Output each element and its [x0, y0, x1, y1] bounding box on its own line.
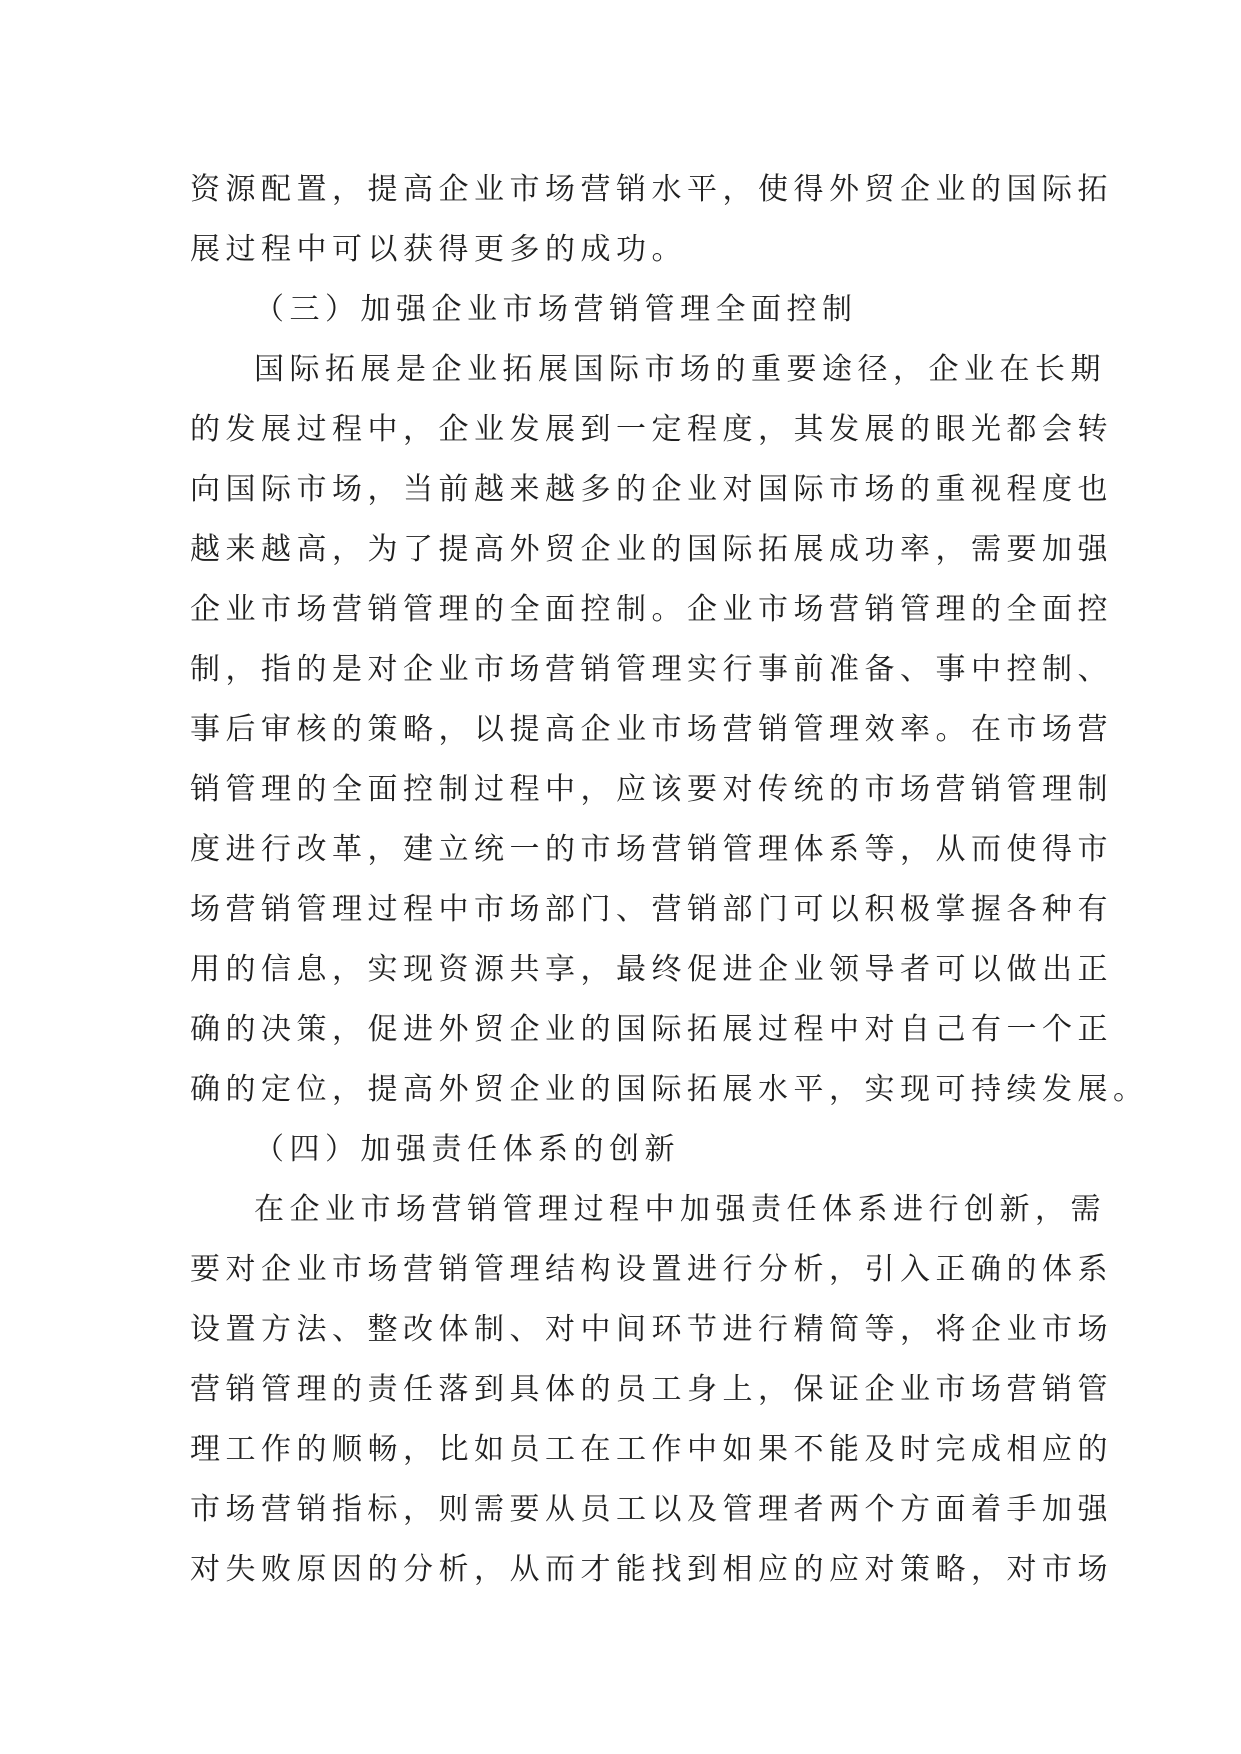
- paragraph-line: 向国际市场，当前越来越多的企业对国际市场的重视程度也: [190, 472, 1113, 507]
- paragraph-line: 越来越高，为了提高外贸企业的国际拓展成功率，需要加强: [190, 532, 1113, 567]
- paragraph-line: 展过程中可以获得更多的成功。: [190, 232, 687, 267]
- paragraph-line: 度进行改革，建立统一的市场营销管理体系等，从而使得市: [190, 832, 1113, 867]
- paragraph-line: 事后审核的策略，以提高企业市场营销管理效率。在市场营: [190, 712, 1113, 747]
- paragraph-line: 国际拓展是企业拓展国际市场的重要途径，企业在长期: [254, 352, 1106, 387]
- paragraph-line: 理工作的顺畅，比如员工在工作中如果不能及时完成相应的: [190, 1432, 1113, 1467]
- paragraph-line: 要对企业市场营销管理结构设置进行分析，引入正确的体系: [190, 1252, 1113, 1287]
- paragraph-line: 在企业市场营销管理过程中加强责任体系进行创新，需: [254, 1192, 1106, 1227]
- document-body: [190, 160, 1149, 1600]
- paragraph-line: 资源配置，提高企业市场营销水平，使得外贸企业的国际拓: [190, 172, 1113, 207]
- paragraph-line: 的发展过程中，企业发展到一定程度，其发展的眼光都会转: [190, 412, 1113, 447]
- section-heading: （三）加强企业市场营销管理全面控制: [254, 292, 858, 327]
- paragraph-line: 营销管理的责任落到具体的员工身上，保证企业市场营销管: [190, 1372, 1113, 1407]
- paragraph-line: 场营销管理过程中市场部门、营销部门可以积极掌握各种有: [190, 892, 1113, 927]
- paragraph-line: 确的定位，提高外贸企业的国际拓展水平，实现可持续发展。: [190, 1072, 1149, 1107]
- paragraph-line: 用的信息，实现资源共享，最终促进企业领导者可以做出正: [190, 952, 1113, 987]
- section-heading: （四）加强责任体系的创新: [254, 1132, 680, 1167]
- paragraph-line: 确的决策，促进外贸企业的国际拓展过程中对自己有一个正: [190, 1012, 1113, 1047]
- paragraph-line: 销管理的全面控制过程中，应该要对传统的市场营销管理制: [190, 772, 1113, 807]
- paragraph-line: 制，指的是对企业市场营销管理实行事前准备、事中控制、: [190, 652, 1113, 687]
- paragraph-line: 对失败原因的分析，从而才能找到相应的应对策略，对市场: [190, 1552, 1113, 1587]
- paragraph-line: 企业市场营销管理的全面控制。企业市场营销管理的全面控: [190, 592, 1113, 627]
- paragraph-line: 市场营销指标，则需要从员工以及管理者两个方面着手加强: [190, 1492, 1113, 1527]
- paragraph-line: 设置方法、整改体制、对中间环节进行精简等，将企业市场: [190, 1312, 1113, 1347]
